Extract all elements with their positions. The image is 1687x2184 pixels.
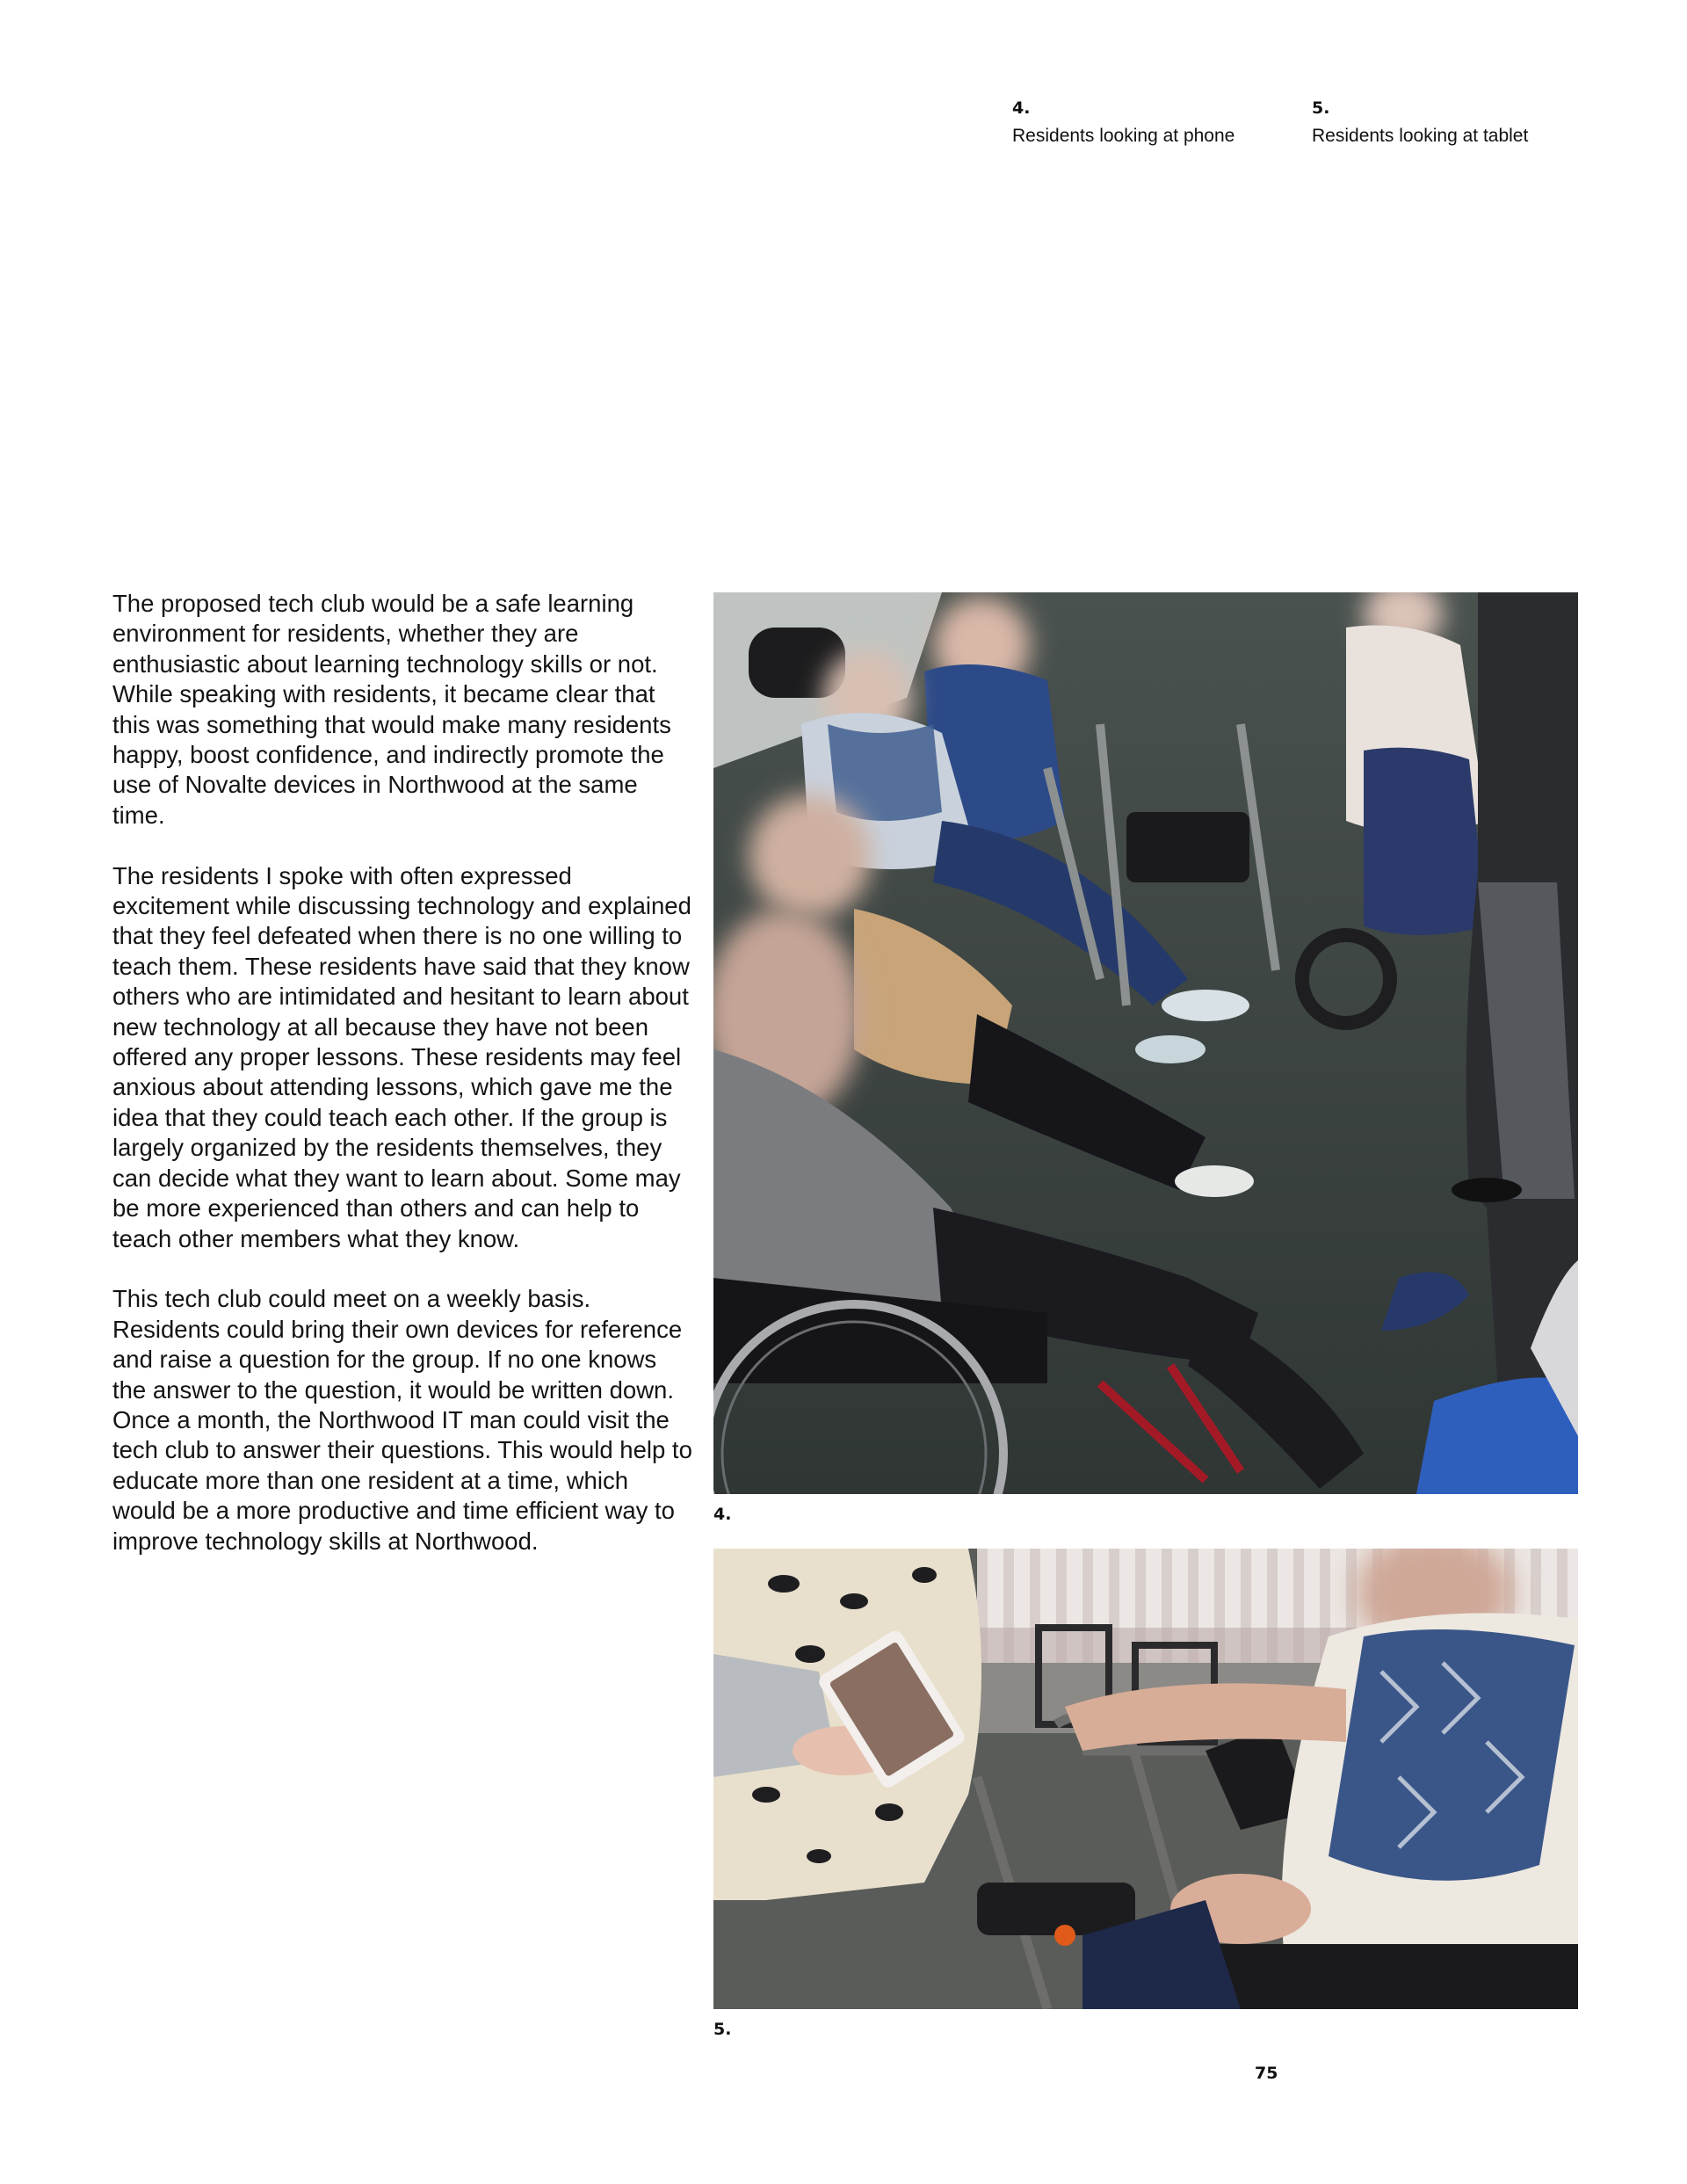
photo-residents-phone xyxy=(713,592,1578,1494)
caption-4-text: Residents looking at phone xyxy=(1012,126,1235,146)
photo-4-illustration xyxy=(713,592,1578,1494)
caption-5-text: Residents looking at tablet xyxy=(1312,126,1529,146)
caption-4-number: 4. xyxy=(1012,98,1031,118)
photo-5-illustration xyxy=(713,1549,1578,2009)
paragraph-1: The proposed tech club would be a safe learning environment for residents, whether they are enthusiastic about learning technology skills or not. While speaking with residents, it became clear that this was something that would make many residents happy, boost confidence, and indirectly promote the use of Novalte devices in Northwood at the same time. xyxy=(112,590,671,829)
photo-residents-tablet xyxy=(713,1549,1578,2009)
caption-5-number: 5. xyxy=(1312,98,1330,118)
paragraph-3: This tech club could meet on a weekly basis. Residents could bring their own devices for reference and raise a question for the group. If no one knows the answer to the question, it would be written down. Once a month, the Northwood IT man could visit the tech club to answer their questions. This would help to educate more than one resident at a time, which would be a more productive and time efficient way to improve technology skills at Northwood. xyxy=(112,1285,692,1555)
caption-4 xyxy=(1012,95,1234,149)
photo-4-label: 4. xyxy=(713,1505,732,1524)
body-text-column xyxy=(112,589,692,1556)
caption-5 xyxy=(1312,95,1528,149)
paragraph-2: The residents I spoke with often expressed excitement while discussing technology and explained that they feel defeated when there is no one willing to teach them. These residents have said that they know others who are intimidated and hesitant to learn about new technology at all because they have not been offered any proper lessons. These residents may feel anxious about attending lessons, which gave me the idea that they could teach each other. If the group is largely organized by the residents themselves, they can decide what they want to learn about. Some may be more experienced than others and can help to teach other members what they know. xyxy=(112,861,691,1252)
photo-5-label: 5. xyxy=(713,2020,732,2039)
page-number: 75 xyxy=(1255,2064,1278,2083)
